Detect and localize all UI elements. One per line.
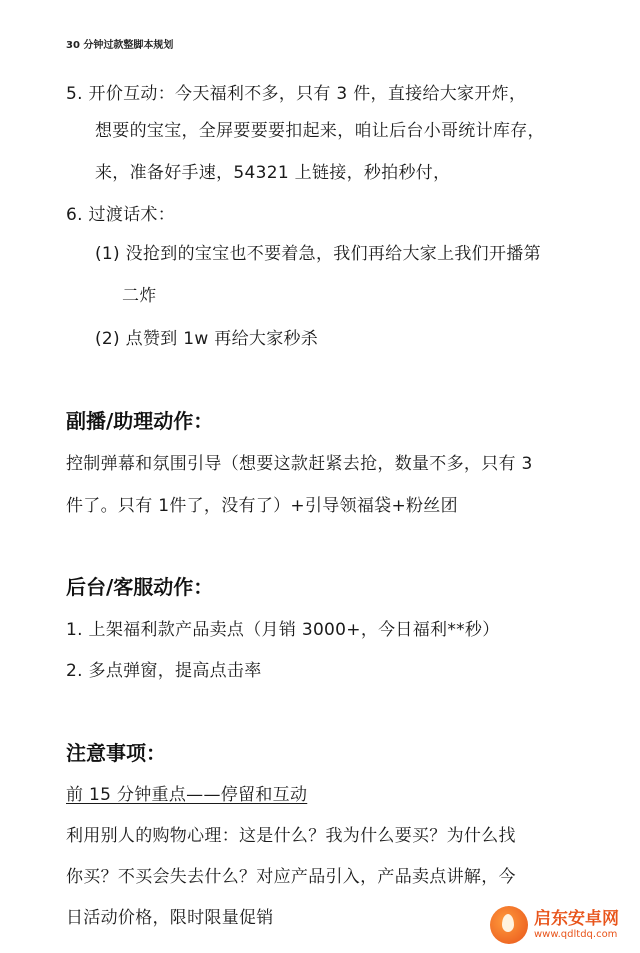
notes-line-3: 日活动价格，限时限量促销 xyxy=(66,908,274,928)
item-5-line-2: 想要的宝宝，全屏要要要扣起来，咱让后台小哥统计库存， xyxy=(95,121,545,141)
notes-subheading: 前 15 分钟重点——停留和互动 xyxy=(66,785,308,805)
watermark-name: 启东安卓网 xyxy=(534,909,619,929)
assistant-line-1: 控制弹幕和氛围引导（想要这款赶紧去抢，数量不多，只有 3 xyxy=(66,454,533,474)
backend-heading: 后台/客服动作： xyxy=(66,575,214,599)
watermark xyxy=(490,903,630,947)
item-6-sub-1-line-1: (1) 没抢到的宝宝也不要着急，我们再给大家上我们开播第 xyxy=(95,244,541,264)
item-5-line-3: 来，准备好手速，54321 上链接，秒拍秒付， xyxy=(95,163,451,183)
document-header: 30 分钟过款整脚本规划 xyxy=(66,40,174,51)
item-5-line-1: 5. 开价互动：今天福利不多，只有 3 件，直接给大家开炸， xyxy=(66,84,527,104)
watermark-logo-icon xyxy=(490,906,528,944)
backend-item-2: 2. 多点弹窗，提高点击率 xyxy=(66,661,262,681)
watermark-url: www.qdltdq.com xyxy=(534,929,618,940)
notes-line-1: 利用别人的购物心理：这是什么？我为什么要买？为什么找 xyxy=(66,826,516,846)
assistant-line-2: 件了。只有 1件了，没有了）+引导领福袋+粉丝团 xyxy=(66,496,458,516)
backend-item-1: 1. 上架福利款产品卖点（月销 3000+，今日福利**秒） xyxy=(66,620,500,640)
item-6-title: 6. 过渡话术： xyxy=(66,205,176,225)
item-6-sub-2: (2) 点赞到 1w 再给大家秒杀 xyxy=(95,329,319,349)
notes-heading: 注意事项： xyxy=(66,741,166,765)
assistant-heading: 副播/助理动作： xyxy=(66,409,214,433)
item-6-sub-1-line-2: 二炸 xyxy=(122,286,157,306)
notes-line-2: 你买？不买会失去什么？对应产品引入，产品卖点讲解，今 xyxy=(66,867,516,887)
